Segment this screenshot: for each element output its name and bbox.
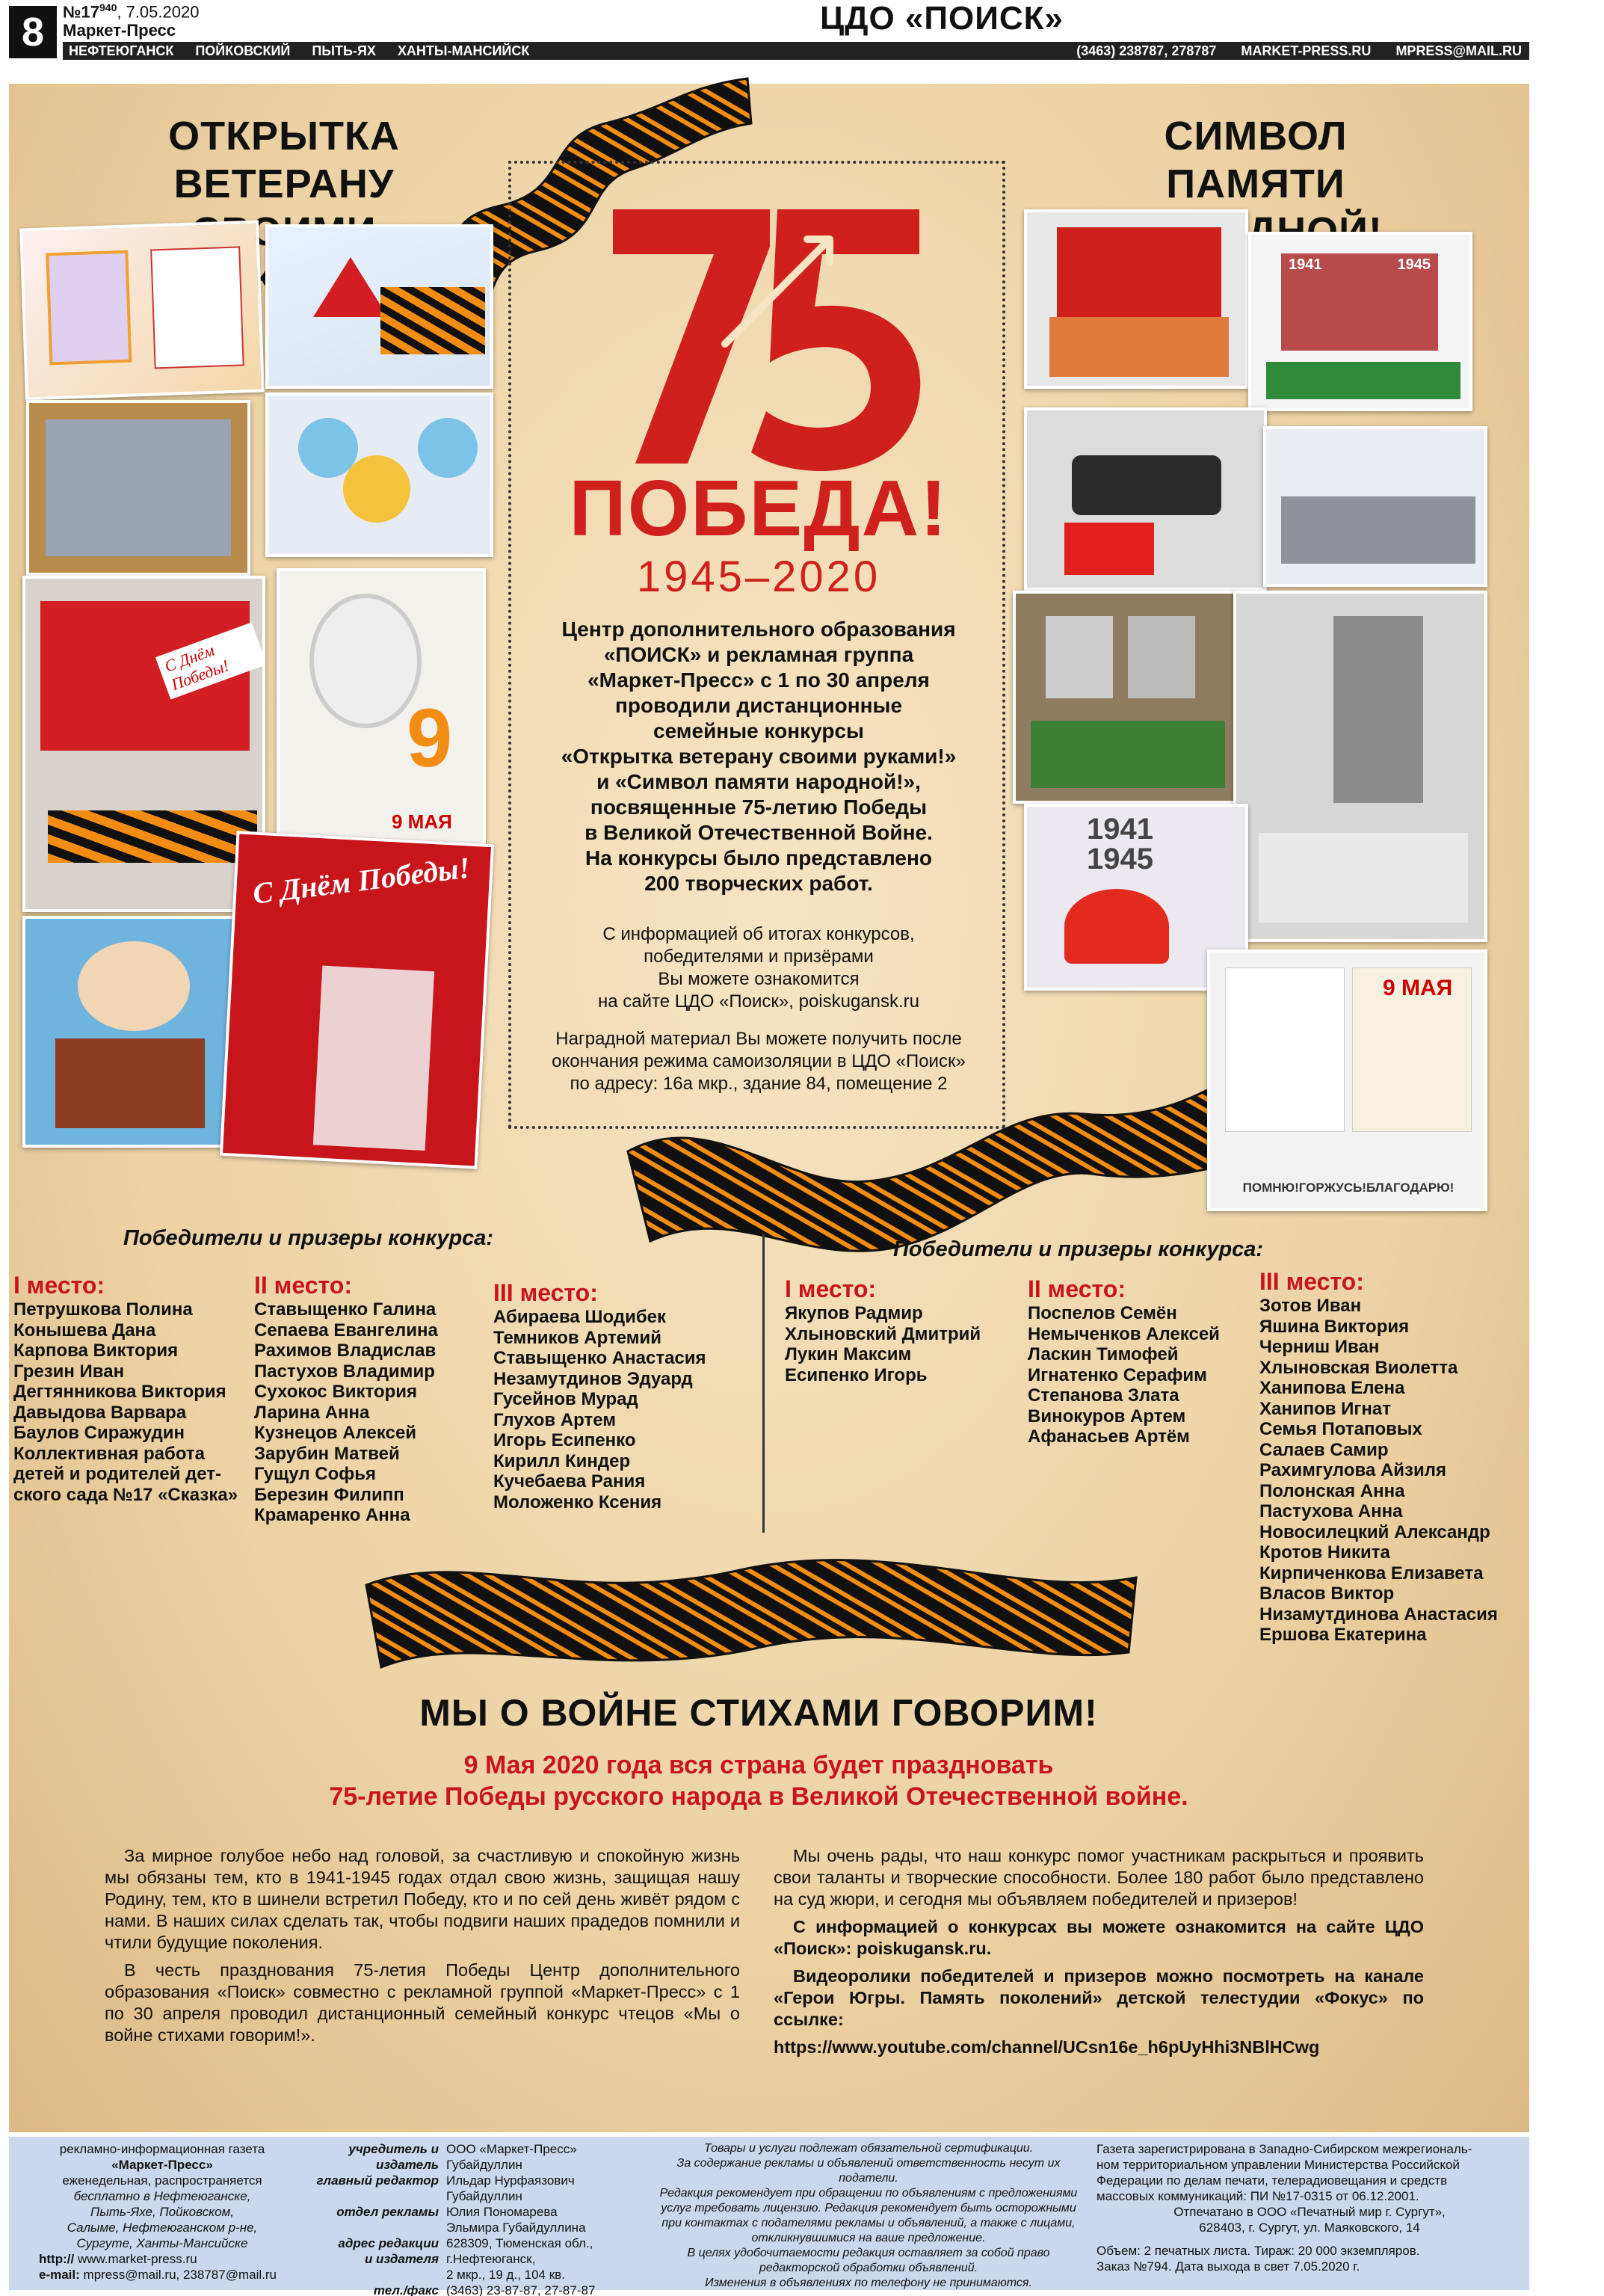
lead-line: «Открытка ветерану своими руками!» [561, 745, 957, 768]
lead-line: посвященные 75-летию Победы [590, 795, 928, 819]
photo-model-lego [1263, 426, 1487, 587]
place-label: II место: [254, 1272, 352, 1299]
poems-subtitle-line: 9 Мая 2020 года вся страна будет праздновать [463, 1751, 1054, 1779]
winner-name: Лукин Максим [785, 1344, 912, 1364]
issue-super: 940 [99, 1, 117, 13]
winner-name: Кирилл Киндер [493, 1450, 631, 1471]
footer-registration-line: Объем: 2 печатных листа. Тираж: 20 000 экземпляров. [1096, 2244, 1420, 2258]
photo-model-1941 [1248, 232, 1472, 411]
poster-model [1281, 253, 1438, 351]
winners-right-heading: Победители и призеры конкурса: [893, 1237, 1264, 1261]
lego-base [1281, 496, 1475, 564]
paper-name: Маркет-Пресс [63, 21, 176, 40]
chick-icon [343, 455, 410, 523]
winner-name: Афанасьев Артём [1028, 1426, 1190, 1447]
footer-publisher-value: ООО «Маркет-Пресс» [446, 2142, 577, 2156]
footer-disclaimer-line: откликнувшимися на ваше предложение. [751, 2232, 986, 2244]
footer-publisher [297, 2141, 648, 2296]
poems-paragraph: С информацией о конкурсах вы можете ознакомится на сайте ЦДО «Поиск»: poiskugansk.ru. [774, 1917, 1424, 1958]
victory-years: 1945–2020 [636, 553, 881, 601]
footer-registration-line: Федерации по делам печати, телерадиовещания и средств [1096, 2173, 1448, 2188]
issue-number: №17 [63, 2, 99, 22]
model-1941-label: 1941 [1289, 256, 1322, 273]
footer-spacer [1096, 2235, 1523, 2243]
winner-name: Новосилецкий Александр [1259, 1521, 1490, 1542]
book-caption: ПОМНЮ!ГОРЖУСЬ!БЛАГОДАРЮ! [1242, 1181, 1455, 1195]
winners-left-second [254, 1271, 493, 1526]
footer-publisher-row [297, 2267, 648, 2283]
footer-publisher-key: отдел рекламы [336, 2205, 439, 2219]
photo-card-red-star [22, 576, 265, 912]
footer-about-line: Салыме, Нефтеюганском р-не, [67, 2220, 258, 2235]
winners-right-second [1028, 1275, 1267, 1447]
footer-publisher-row [297, 2173, 648, 2188]
footer-disclaimer-line: Товары и услуги подлежат обязательной сертификации. [703, 2142, 1034, 2155]
info-line: С информацией об итогах конкурсов, [602, 924, 915, 944]
issue-date: , 7.05.2020 [117, 2, 200, 22]
winner-name: Кучебаева Рания [493, 1471, 646, 1492]
winner-name: Рахимгулова Айзиля [1259, 1460, 1446, 1480]
footer-publisher-value: Губайдуллин [446, 2189, 522, 2203]
footer-about-line: еженедельная, распространяется [62, 2173, 262, 2188]
footer-http [39, 2251, 286, 2267]
footer-publisher-key: тел./факс [373, 2283, 439, 2296]
base-model [1049, 317, 1229, 377]
card-signature: С Днём Победы! [155, 622, 265, 699]
wall-model [1057, 227, 1221, 317]
winner-name: Пастухов Владимир [254, 1361, 435, 1382]
winner-name: Давыдова Варвара [13, 1402, 187, 1423]
footer-http-label: http:// [39, 2252, 75, 2266]
winner-name: Власов Виктор [1259, 1583, 1395, 1604]
photo-model-portraits [1013, 591, 1237, 804]
footer-publisher-row [297, 2204, 648, 2220]
winner-name: Винокуров Артем [1028, 1406, 1186, 1426]
lead-line: «Маркет-Пресс» с 1 по 30 апреля [587, 668, 930, 692]
poems-title: МЫ О ВОЙНЕ СТИХАМИ ГОВОРИМ! [419, 1692, 1098, 1734]
winner-name: Зарубин Матвей [254, 1443, 400, 1464]
winner-name: Кротов Никита [1259, 1542, 1390, 1563]
footer-registration-line: ном территориальном управлении Министерства Российской [1096, 2158, 1460, 2172]
winner-name: Ханипова Елена [1259, 1378, 1405, 1398]
winner-name: Игнатенко Серафим [1028, 1364, 1207, 1385]
winner-name: Сепаева Евангелина [254, 1320, 438, 1341]
header-bar [63, 42, 1529, 60]
portrait-frame [46, 250, 132, 366]
info-line: Наградной материал Вы можете получить после [555, 1029, 962, 1049]
winners-left-heading: Победители и призеры конкурса: [123, 1226, 494, 1250]
couple-cutout [313, 966, 434, 1151]
monument-model [1333, 616, 1423, 803]
photo-card-medals [265, 393, 493, 557]
tank-model [1072, 455, 1221, 515]
header-phone: (3463) 238787, 278787 [1076, 43, 1217, 58]
footer-registration-line: Отпечатано в ООО «Печатный мир г. Сургут», [1173, 2205, 1446, 2219]
header-site[interactable]: MARKET-PRESS.RU [1241, 43, 1372, 58]
winner-name: Гусейнов Мурад [493, 1389, 638, 1409]
lead-line: в Великой Отечественной Войне. [584, 821, 933, 844]
photo-frame-collage [26, 400, 250, 576]
winner-name: Ларина Анна [254, 1402, 370, 1423]
winner-name: Салаев Самир [1259, 1439, 1389, 1460]
lead-line: «ПОИСК» и рекламная группа [603, 643, 914, 666]
winner-name: ского сада №17 «Сказка» [13, 1484, 238, 1505]
winner-name: Кузнецов Алексей [254, 1423, 417, 1443]
winner-name: Ершова Екатерина [1259, 1625, 1427, 1645]
city-item: ХАНТЫ-МАНСИЙСК [397, 43, 530, 58]
winner-name: Коллективная работа [13, 1443, 206, 1464]
winner-name: Ласкин Тимофей [1028, 1344, 1179, 1364]
photo-model-tank [1024, 407, 1267, 591]
winner-name: Конышева Дана [13, 1320, 156, 1341]
grass-model [1266, 362, 1460, 399]
city-item: НЕФТЕЮГАНСК [69, 43, 174, 58]
footer-disclaimer-line: За содержание рекламы и объявлений ответственность несут их податели. [676, 2157, 1061, 2185]
victory-title: ПОБЕДА! [569, 464, 948, 553]
page-number: 8 [9, 6, 57, 58]
book-page [1352, 967, 1472, 1132]
winner-name: Ставыщенко Анастасия [493, 1348, 706, 1368]
info-line: по адресу: 16а мкр., здание 84, помещение 2 [570, 1074, 948, 1094]
medal-icon [418, 418, 478, 478]
winner-name: Баулов Сиражудин [13, 1423, 185, 1443]
winner-name: Ханипов Игнат [1259, 1398, 1392, 1419]
photo-card-soldier [22, 916, 247, 1148]
info-line: окончания режима самоизоляции в ЦДО «Поиск» [552, 1051, 966, 1071]
footer-publisher-key: адрес редакции [338, 2236, 439, 2250]
accordion-icon [55, 1038, 205, 1128]
footer-publisher-row [297, 2251, 648, 2267]
footer-about-line: Пыть-Яхе, Пойковском, [90, 2205, 234, 2219]
photo-model-memorial [1024, 209, 1248, 389]
lead-line: и «Символ памяти народной!», [596, 770, 921, 793]
poems-paragraph: Видеоролики победителей и призеров можно посмотреть на канале «Герои Югры. Память поколений» детской телестудии «Фокус» по ссылке: [774, 1966, 1424, 2029]
winner-name: Темников Артемий [493, 1327, 661, 1348]
page-title: ЦДО «ПОИСК» [820, 0, 1064, 37]
footer-about [39, 2141, 286, 2283]
header-contacts [1055, 42, 1522, 60]
footer-publisher-row [297, 2188, 648, 2204]
footer-http-value[interactable]: www.market-press.ru [77, 2252, 197, 2266]
footer-disclaimer-line: В целях удобочитаемости редакция оставляет за собой право [687, 2247, 1050, 2259]
footer-publisher-row [297, 2157, 648, 2173]
winners-divider [762, 1234, 765, 1533]
footer-registration-line: массовых коммуникаций: ПИ №17-0315 от 06.12.2001. [1096, 2189, 1419, 2203]
place-label: I место: [13, 1272, 105, 1299]
winner-name: Рахимов Владислав [254, 1341, 437, 1361]
winner-name: Петрушкова Полина [13, 1299, 193, 1320]
footer-about-line: рекламно-информационная газета [59, 2142, 265, 2156]
victory-75-emblem [583, 194, 942, 478]
poems-subtitle [224, 1749, 1293, 1812]
footer-email-value[interactable]: mpress@mail.ru, 238787@mail.ru [83, 2268, 277, 2282]
place-label: II место: [1028, 1275, 1126, 1302]
flowers-bed [1031, 721, 1225, 788]
footer-about-line: бесплатно в Нефтеюганске, [73, 2189, 251, 2203]
winner-name: Глухов Артем [493, 1409, 617, 1430]
right-section-title-line: СИМВОЛ ПАМЯТИ [1164, 114, 1348, 206]
winners-left-third [493, 1278, 732, 1512]
nine-digit: 9 [407, 692, 453, 784]
info-line: на сайте ЦДО «Поиск», poiskugansk.ru [597, 991, 920, 1012]
winner-name: Зотов Иван [1259, 1296, 1362, 1316]
winner-name: Игорь Есипенко [493, 1430, 636, 1450]
footer-email [39, 2267, 286, 2283]
footer-publisher-key: и издателя [364, 2252, 439, 2266]
lead-line: семейные конкурсы [653, 719, 864, 742]
footer-registration [1096, 2141, 1523, 2274]
winners-left-first [13, 1271, 253, 1505]
footer-disclaimer-line: услуг требовать лицензию. Редакция рекомендует быть осторожными [661, 2202, 1076, 2215]
footer-publisher-key: главный редактор [316, 2173, 439, 2188]
winner-name: Кирпиченкова Елизавета [1259, 1563, 1484, 1583]
footer-publisher-value: Губайдуллин [446, 2158, 522, 2172]
footer-publisher-key: учредитель и издатель [348, 2142, 439, 2172]
winner-name: Дегтянникова Виктория [13, 1382, 226, 1402]
footer-registration-line: Заказ №794. Дата выхода в свет 7.05.2020 г. [1096, 2259, 1360, 2274]
photo-card-flowers [265, 224, 493, 389]
lead-line: 200 творческих работ. [644, 872, 873, 895]
footer-disclaimer-line: при контактах с подателями рекламы и объявлений, а также с лицами, [661, 2217, 1076, 2229]
plinth-model [1259, 833, 1468, 923]
city-item: ПОЙКОВСКИЙ [195, 43, 291, 58]
card-greeting-text: С Днём Победы! [250, 850, 472, 911]
star-icon [313, 257, 388, 317]
header-email[interactable]: MPRESS@MAIL.RU [1395, 43, 1522, 58]
winner-name: Немыченков Алексей [1028, 1323, 1220, 1344]
poems-paragraph: В честь празднования 75-летия Победы Центр дополнительного образования «Поиск» совместно с рекламной группой «Маркет-Пресс» с 1 по 30 апреля проводил дистанционный семейный конкурс чтецов «Мы о войне стихами говорим!». [105, 1960, 740, 2045]
place-label: I место: [785, 1275, 877, 1302]
youtube-link[interactable]: https://www.youtube.com/channel/UCsn16e_h6pUyHhi3NBlHCwg [774, 2037, 1320, 2057]
footer-disclaimer [652, 2141, 1085, 2291]
winner-name: Поспелов Семён [1028, 1303, 1177, 1323]
winner-name: Березин Филипп [254, 1484, 404, 1505]
footer-publisher-value: 2 мкр., 19 д., 104 кв. [446, 2268, 565, 2282]
winner-name: Грезин Иван [13, 1361, 125, 1382]
winner-name: Полонская Анна [1259, 1480, 1405, 1501]
info-line: победителями и призёрами [644, 947, 874, 967]
photo-card-9may [277, 568, 486, 849]
flowers-icon [309, 594, 422, 728]
poems-paragraph: За мирное голубое небо над головой, за счастливую и спокойную жизнь мы обязаны тем, кто в 1941-1945 годах отдал свою жизнь, защищая нашу Родину, тем, кто в шинели встретил Победу, кто и по сей день живёт рядом с нами. В наших силах сделать так, чтобы подвиги наших прадедов помнили и чтили будущие поколения. [105, 1846, 740, 1952]
place-label: III место: [1259, 1268, 1364, 1295]
model-1945-label: 1945 [1397, 256, 1431, 273]
info-results [523, 923, 994, 1013]
winner-name: Ставыщенко Галина [254, 1299, 437, 1320]
winner-name: Черниш Иван [1259, 1337, 1380, 1357]
footer-publisher-value: Эльмира Губайдуллина [446, 2220, 586, 2235]
footer-registration-line: 628403, г. Сургут, ул. Маяковского, 14 [1199, 2220, 1420, 2235]
poems-paragraph: Мы очень рады, что наш конкурс помог участникам раскрыться и проявить свои таланты и творческие способности. Более 180 работ было представлено на суд жюри, и сегодня мы объявляем победителей и призеров! [774, 1846, 1424, 1909]
letter-sheet [150, 246, 244, 369]
winner-name: Якупов Радмир [785, 1303, 923, 1323]
winner-name: Незамутдинов Эдуард [493, 1368, 693, 1389]
page-header [0, 0, 1604, 61]
lead-text [523, 617, 994, 896]
winner-name: Яшина Виктория [1259, 1316, 1410, 1337]
winner-name: Низамутдинова Анастасия [1259, 1604, 1498, 1625]
footer-email-label: e-mail: [39, 2268, 80, 2282]
card-9may-label: 9 МАЯ [392, 810, 452, 833]
poems-subtitle-line: 75-летие Победы русского народа в Великой Отечественной войне. [329, 1782, 1188, 1811]
photo-model-book [1207, 950, 1487, 1211]
lead-line: проводили дистанционные [614, 694, 903, 717]
ribbon-icon [380, 287, 485, 354]
winner-name: Хлыновский Дмитрий [785, 1323, 981, 1344]
winners-right-first [785, 1275, 1024, 1385]
footer-publisher-value: 628309, Тюменская обл., [446, 2236, 593, 2250]
footer-publisher-value: г.Нефтеюганск, [446, 2252, 536, 2266]
poems-right-column [774, 1845, 1424, 2058]
footer-disclaimer-line: Редакция рекомендует при обращении по объявлениям с предложениями [659, 2187, 1078, 2200]
star-model [1064, 523, 1154, 575]
footer-publisher-value: (3463) 23-87-87, 27-87-87 [446, 2283, 596, 2296]
photo-card-greeting [220, 831, 494, 1169]
winner-name: Степанова Злата [1028, 1385, 1179, 1406]
footer-disclaimer-line: редакторской обработки объявлений. [759, 2262, 978, 2274]
book-9may: 9 МАЯ [1383, 976, 1453, 1000]
info-line: Вы можете ознакомится [658, 969, 860, 989]
winner-name: детей и родителей дет- [13, 1464, 222, 1484]
winner-name: Пастухова Анна [1259, 1501, 1403, 1521]
winner-name: Моложенко Ксения [493, 1492, 662, 1512]
footer-publisher-row [297, 2220, 648, 2235]
footer-disclaimer-line: Изменения в объявлениях по телефону не принимаются. [705, 2277, 1032, 2289]
portrait-2 [1128, 616, 1195, 698]
winner-name: Есипенко Игорь [785, 1364, 928, 1385]
winner-name: Крамаренко Анна [254, 1505, 410, 1525]
left-section-title-line: ОТКРЫТКА ВЕТЕРАНУ [168, 114, 400, 206]
winner-name: Абираева Шодибек [493, 1307, 667, 1327]
portrait-1 [1046, 616, 1113, 698]
soldier-face [78, 941, 190, 1031]
lead-line: На конкурсы было представлено [584, 846, 933, 870]
footer-publisher-value: Юлия Пономарева [446, 2205, 558, 2219]
footer-about-line: Сургуте, Ханты-Мансийске [76, 2236, 248, 2250]
issue-info [63, 1, 199, 22]
footer-about-line: «Маркет-Пресс» [111, 2158, 213, 2172]
lead-line: Центр дополнительного образования [561, 618, 956, 641]
winner-name: Хлыновская Виолетта [1259, 1357, 1458, 1378]
footer-publisher-value: Ильдар Нурфаязович [446, 2173, 575, 2188]
book-page [1225, 967, 1345, 1132]
flame-icon [1064, 889, 1169, 964]
place-label: III место: [493, 1279, 598, 1306]
photo-model-monument [1233, 591, 1487, 942]
footer-publisher-row [297, 2283, 648, 2296]
city-list [69, 42, 547, 60]
page-footer [9, 2137, 1529, 2296]
city-item: ПЫТЬ-ЯХ [312, 43, 376, 58]
poems-left-column [105, 1845, 740, 2052]
st-george-ribbon-bottom [351, 1518, 1151, 1682]
collage-inner [46, 419, 231, 556]
winner-name: Карпова Виктория [13, 1341, 179, 1361]
winner-name: Гущул Софья [254, 1464, 376, 1484]
info-award [523, 1028, 994, 1095]
winners-right-third [1259, 1267, 1514, 1646]
winner-name: Семья Потаповых [1259, 1419, 1422, 1439]
memorial-years: 1941 1945 [1087, 813, 1153, 875]
footer-registration-line: Газета зарегистрирована в Западно-Сибирском межрегиональ- [1096, 2142, 1472, 2156]
winner-name: Сухокос Виктория [254, 1382, 418, 1402]
footer-publisher-row [297, 2235, 648, 2251]
ribbon-icon [48, 810, 257, 863]
photo-card-portrait [19, 220, 265, 400]
